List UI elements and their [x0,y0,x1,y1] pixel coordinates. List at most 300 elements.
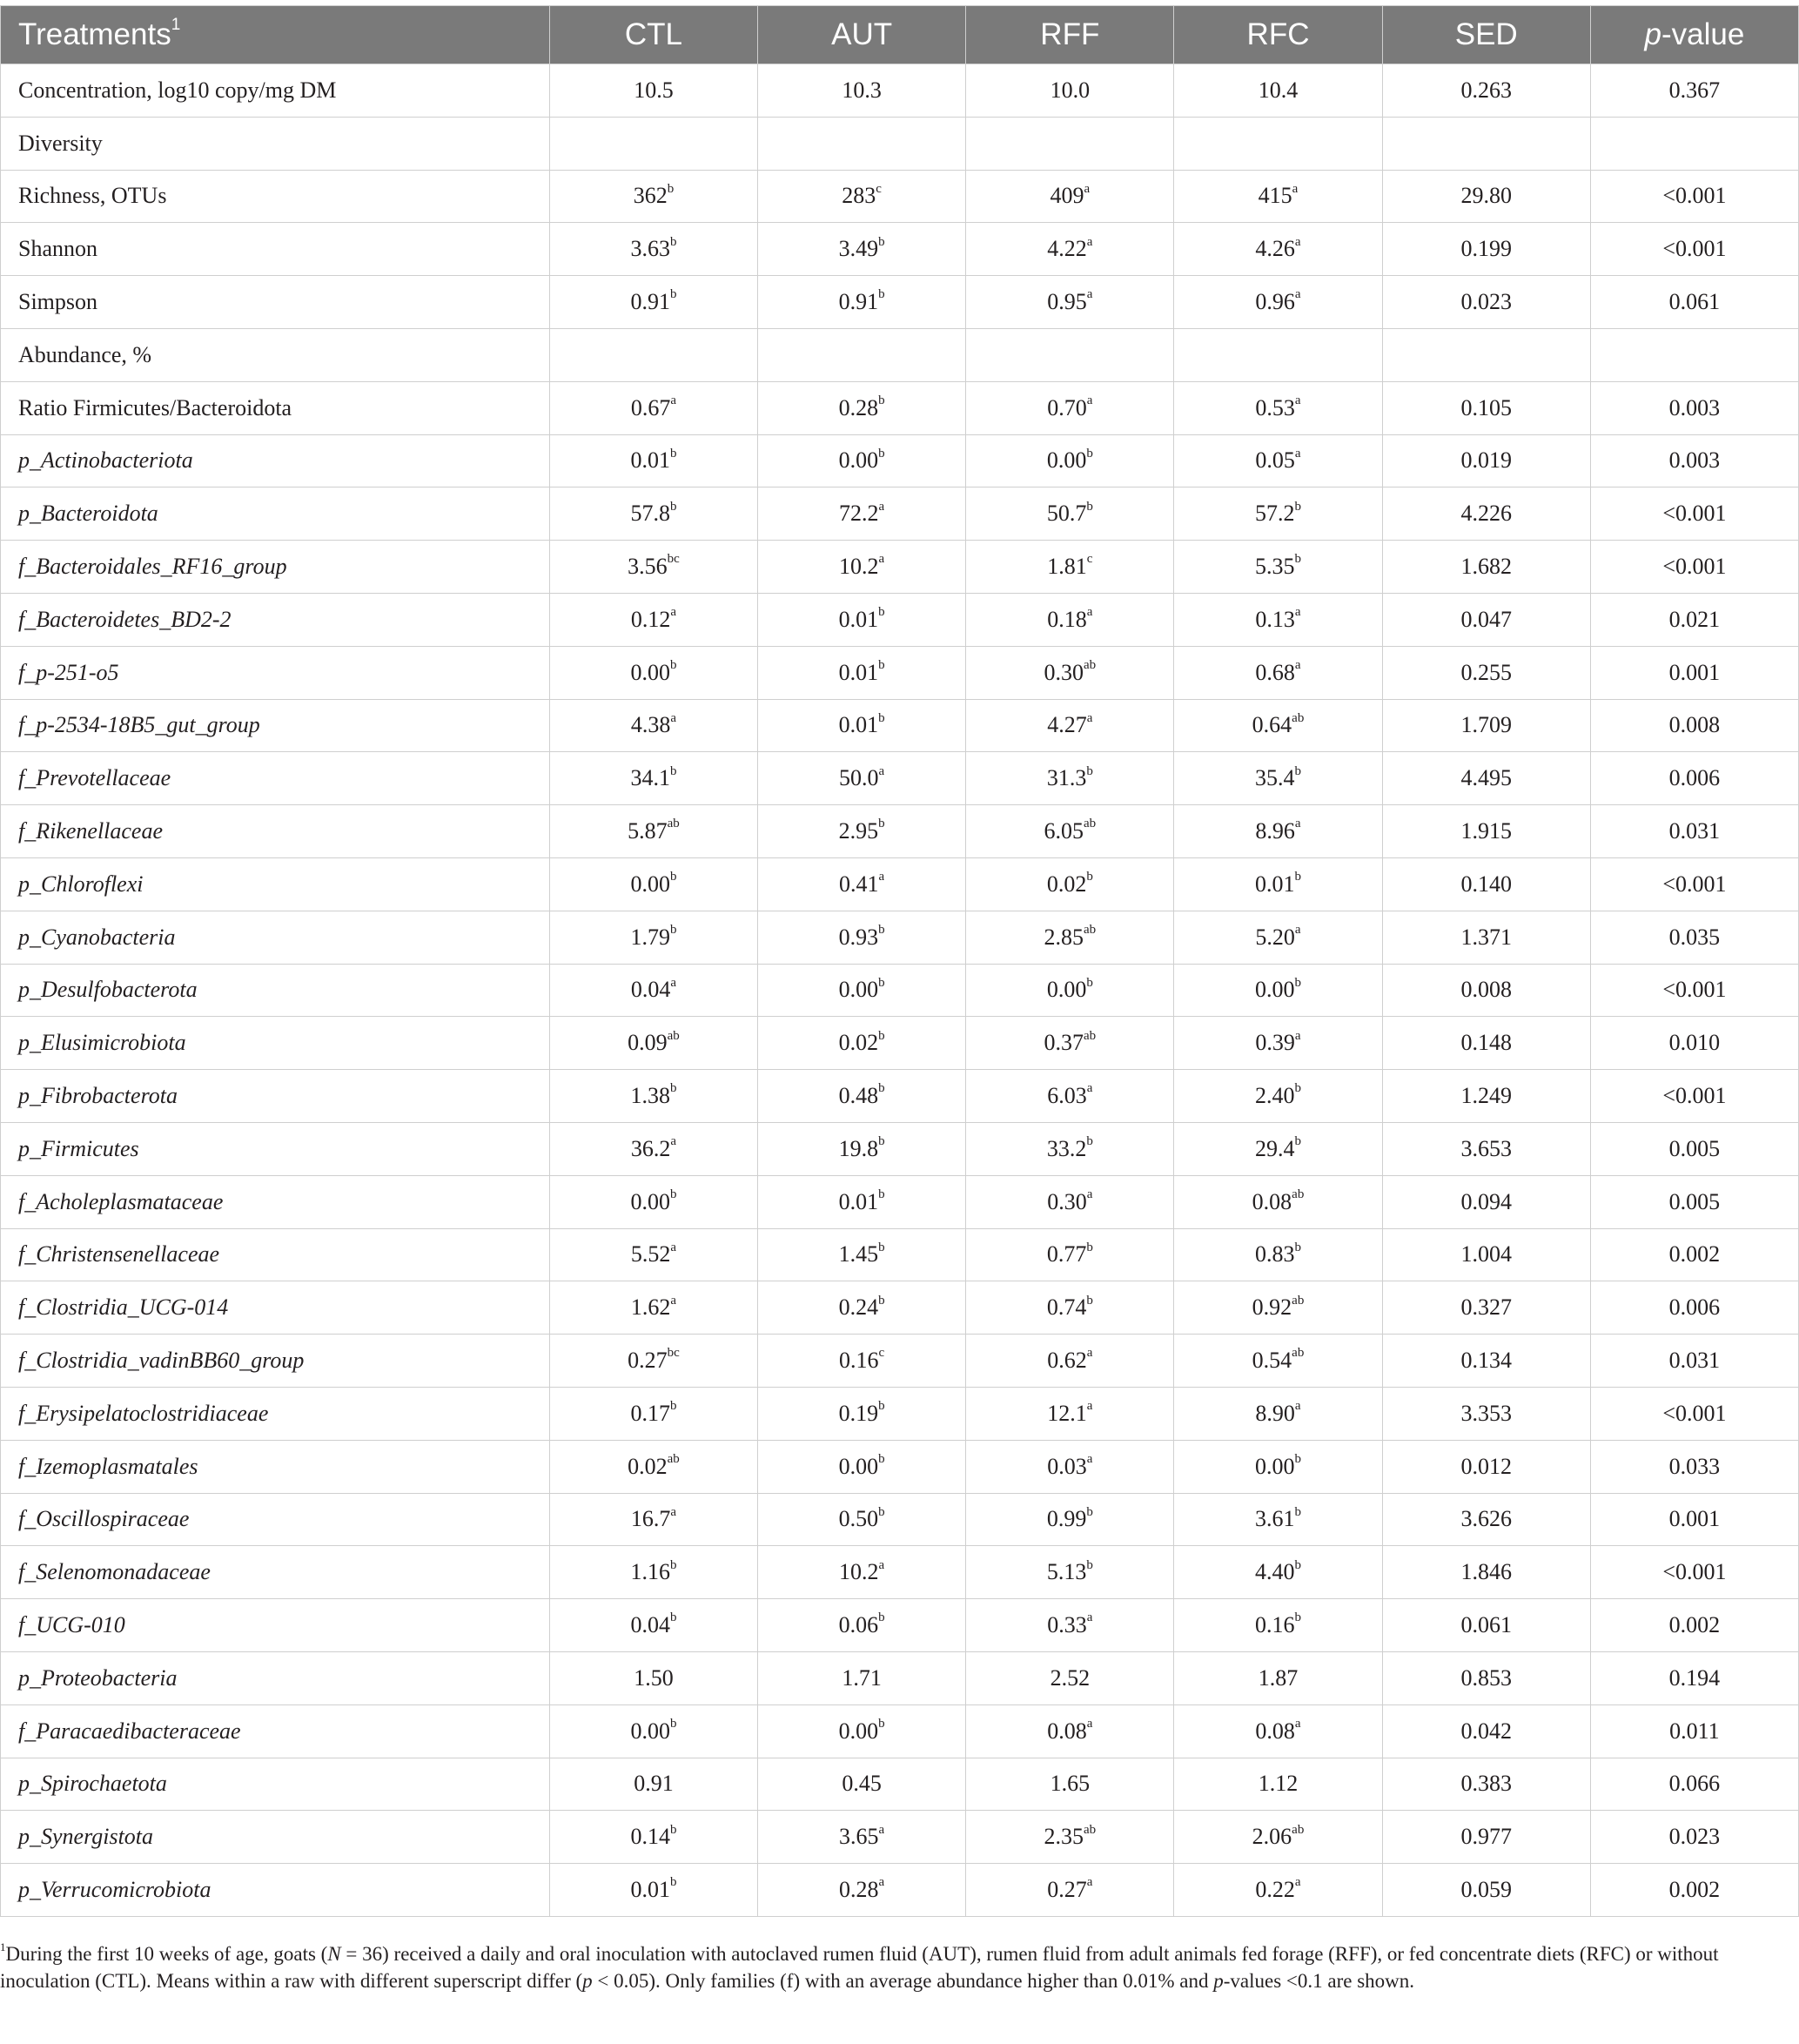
cell-rff [966,276,1174,329]
cell-ctl [549,1281,757,1335]
cell-sed: 3.353 [1382,1387,1590,1440]
cell-sed: 0.105 [1382,381,1590,434]
cell-value: 0.19 [838,1400,879,1426]
cell-value: 0.96 [1255,289,1295,315]
cell-ctl [549,117,757,170]
header-row [1,6,1799,64]
cell-value: 0.24 [838,1294,879,1321]
row-label: Abundance, % [1,328,550,381]
cell-ctl [549,1122,757,1175]
cell-value: 362 [633,183,668,209]
cell-value: 0.03 [1047,1453,1087,1479]
cell-rff [966,1175,1174,1228]
row-label: f_Izemoplasmatales [1,1440,550,1493]
cell-value: 1.16 [630,1559,670,1585]
table-row [1,64,1799,118]
cell-value: 0.14 [630,1824,670,1850]
cell-aut [758,1493,966,1546]
cell-rfc [1174,593,1382,646]
cell-value: 34.1 [630,765,670,791]
cell-superscript: b [1294,499,1302,514]
cell-superscript: b [1086,763,1093,778]
cell-value: 0.00 [838,1718,879,1744]
cell-ctl [549,1493,757,1546]
cell-pvalue: 0.006 [1590,752,1798,805]
cell-rfc [1174,434,1382,487]
cell-ctl [549,1758,757,1811]
cell-pvalue: 0.061 [1590,276,1798,329]
cell-value: 0.67 [630,394,671,420]
cell-superscript: a [670,605,677,620]
cell-superscript: b [669,1610,677,1625]
cell-rfc [1174,646,1382,699]
cell-rfc [1174,699,1382,752]
cell-superscript: a [878,499,885,514]
cell-rff [966,1281,1174,1335]
row-label: p_Cyanobacteria [1,911,550,964]
table-row [1,1017,1799,1070]
footnote-p2: p [1213,1970,1224,1992]
cell-rff [966,1546,1174,1599]
cell-superscript: a [1086,287,1093,302]
cell-aut [758,1228,966,1281]
cell-ctl [549,1335,757,1388]
cell-aut [758,1758,966,1811]
cell-superscript: b [669,287,677,302]
cell-pvalue: 0.033 [1590,1440,1798,1493]
row-label: Diversity [1,117,550,170]
row-label: f_Paracaedibacteraceae [1,1704,550,1758]
header-ctl: CTL [549,6,757,64]
row-label: f_Selenomonadaceae [1,1546,550,1599]
table-header [1,6,1799,64]
cell-superscript: b [1086,1557,1093,1572]
cell-superscript: b [669,1716,677,1731]
cell-rfc [1174,170,1382,223]
table-row [1,593,1799,646]
cell-value: 5.52 [630,1241,671,1267]
cell-aut [758,911,966,964]
cell-value: 0.18 [1047,606,1087,632]
cell-sed: 0.059 [1382,1864,1590,1917]
cell-value: 33.2 [1046,1135,1087,1161]
cell-sed: 0.012 [1382,1440,1590,1493]
cell-value: 409 [1050,183,1084,209]
cell-rff [966,328,1174,381]
cell-value: 0.83 [1255,1241,1295,1267]
cell-superscript: b [878,1134,885,1149]
cell-pvalue: <0.001 [1590,170,1798,223]
cell-superscript: b [878,605,885,620]
cell-value: 0.70 [1047,394,1087,420]
cell-value: 12.1 [1047,1400,1087,1426]
cell-superscript: b [669,1399,677,1414]
cell-aut [758,1281,966,1335]
cell-superscript: ab [1083,817,1097,831]
cell-value: 57.2 [1255,501,1295,527]
cell-ctl [549,1070,757,1123]
cell-rff [966,1493,1174,1546]
footnote-mark: 1 [0,1940,6,1954]
cell-superscript: b [1294,870,1302,884]
row-label: f_p-251-o5 [1,646,550,699]
cell-rfc [1174,487,1382,541]
cell-superscript: b [1294,1240,1302,1254]
cell-rfc [1174,857,1382,911]
cell-value: 1.38 [630,1083,670,1109]
cell-superscript: c [878,1346,885,1361]
cell-aut [758,541,966,594]
cell-rff [966,223,1174,276]
table-row [1,752,1799,805]
cell-superscript: b [1294,1451,1302,1466]
cell-ctl [549,1704,757,1758]
cell-superscript: a [1294,1875,1301,1890]
cell-superscript: a [878,1822,885,1837]
cell-value: 0.01 [838,712,879,738]
cell-value: 2.40 [1255,1083,1295,1109]
cell-rff [966,1228,1174,1281]
cell-rff [966,487,1174,541]
cell-superscript: b [669,1187,677,1201]
table-row [1,1758,1799,1811]
cell-rff [966,857,1174,911]
cell-value: 50.7 [1046,501,1087,527]
cell-ctl [549,1175,757,1228]
cell-ctl [549,857,757,911]
cell-rfc [1174,1651,1382,1704]
cell-aut [758,117,966,170]
cell-value: 0.33 [1047,1612,1087,1637]
cell-ctl [549,381,757,434]
cell-superscript: a [1294,287,1301,302]
cell-value: 1.81 [1047,554,1087,580]
cell-value: 2.95 [838,818,879,844]
cell-superscript: b [878,1028,885,1043]
table-row [1,276,1799,329]
cell-rfc [1174,1440,1382,1493]
cell-value: 1.50 [634,1664,674,1691]
cell-sed: 0.327 [1382,1281,1590,1335]
footnote-n: N [327,1943,341,1965]
cell-value: 0.00 [1255,1453,1295,1479]
row-label: f_Clostridia_UCG-014 [1,1281,550,1335]
cell-superscript: a [670,710,677,725]
row-label: f_Erysipelatoclostridiaceae [1,1387,550,1440]
cell-ctl [549,752,757,805]
cell-superscript: ab [667,817,680,831]
cell-superscript: a [1294,393,1301,408]
cell-value: 5.20 [1255,924,1295,950]
cell-superscript: a [1292,181,1299,196]
row-label: f_p-2534-18B5_gut_group [1,699,550,752]
cell-superscript: b [669,1557,677,1572]
cell-sed: 0.853 [1382,1651,1590,1704]
table-row [1,1281,1799,1335]
cell-superscript: a [1086,1399,1093,1414]
cell-value: 1.62 [630,1294,671,1321]
cell-aut [758,1175,966,1228]
cell-superscript: a [878,552,885,567]
table-row [1,1175,1799,1228]
cell-value: 0.00 [630,1718,670,1744]
cell-value: 6.05 [1044,818,1084,844]
cell-value: 0.64 [1252,712,1292,738]
cell-sed: 1.915 [1382,805,1590,858]
cell-value: 0.30 [1047,1188,1087,1214]
cell-aut [758,1599,966,1652]
cell-superscript: b [1294,763,1302,778]
cell-aut [758,593,966,646]
cell-value: 0.00 [1255,977,1295,1003]
cell-aut [758,964,966,1017]
cell-rfc [1174,1175,1382,1228]
cell-rff [966,593,1174,646]
table-row [1,1335,1799,1388]
cell-value: 0.01 [838,606,879,632]
cell-aut [758,1122,966,1175]
cell-value: 0.93 [838,924,879,950]
cell-ctl [549,1864,757,1917]
cell-superscript: a [670,975,677,990]
cell-value: 2.06 [1252,1824,1292,1850]
table-row [1,541,1799,594]
cell-superscript: ab [1292,1187,1305,1201]
row-label: f_Rikenellaceae [1,805,550,858]
cell-superscript: b [878,817,885,831]
cell-value: 0.00 [630,871,670,897]
cell-superscript: b [1294,1557,1302,1572]
cell-pvalue: 0.002 [1590,1864,1798,1917]
cell-value: 5.87 [628,818,668,844]
cell-aut [758,434,966,487]
cell-value: 0.99 [1046,1506,1087,1532]
cell-value: 10.4 [1258,77,1299,103]
cell-ctl [549,1599,757,1652]
cell-sed: 0.255 [1382,646,1590,699]
cell-sed: 1.371 [1382,911,1590,964]
cell-value: 0.00 [630,659,670,685]
cell-sed: 0.094 [1382,1175,1590,1228]
cell-superscript: b [878,1081,885,1096]
cell-pvalue: 0.035 [1590,911,1798,964]
cell-value: 0.01 [630,447,670,474]
cell-pvalue: <0.001 [1590,487,1798,541]
cell-aut [758,857,966,911]
cell-superscript: b [1294,1134,1302,1149]
cell-ctl [549,911,757,964]
cell-rfc [1174,1599,1382,1652]
cell-superscript: b [669,234,677,249]
cell-superscript: a [1294,234,1301,249]
cell-rff [966,1335,1174,1388]
cell-value: 35.4 [1255,765,1295,791]
cell-rfc [1174,1281,1382,1335]
cell-value: 0.37 [1044,1030,1084,1056]
header-aut: AUT [758,6,966,64]
cell-sed [1382,117,1590,170]
row-label: p_Bacteroidota [1,487,550,541]
cell-superscript: a [1086,393,1093,408]
cell-value: 0.00 [838,1453,879,1479]
cell-pvalue: <0.001 [1590,1546,1798,1599]
cell-value: 5.13 [1046,1559,1087,1585]
cell-value: 0.01 [630,1876,670,1902]
cell-value: 1.12 [1258,1771,1299,1797]
cell-superscript: a [878,1875,885,1890]
row-label: p_Proteobacteria [1,1651,550,1704]
table-row [1,1811,1799,1864]
cell-superscript: b [878,287,885,302]
cell-aut [758,752,966,805]
cell-ctl [549,541,757,594]
cell-pvalue: 0.194 [1590,1651,1798,1704]
table-row [1,1228,1799,1281]
cell-value: 0.50 [838,1506,879,1532]
cell-superscript: ab [667,1028,680,1043]
cell-pvalue: <0.001 [1590,857,1798,911]
cell-value: 10.0 [1050,77,1091,103]
cell-superscript: b [878,658,885,672]
cell-pvalue [1590,328,1798,381]
cell-value: 0.91 [838,289,879,315]
cell-rfc [1174,1122,1382,1175]
cell-aut [758,1335,966,1388]
cell-superscript: a [1294,446,1301,461]
cell-sed: 1.249 [1382,1070,1590,1123]
cell-superscript: c [1086,552,1093,567]
cell-rff [966,64,1174,118]
table-row [1,434,1799,487]
cell-ctl [549,64,757,118]
cell-value: 8.96 [1255,818,1295,844]
cell-superscript: a [1086,1610,1093,1625]
cell-rff [966,1758,1174,1811]
cell-ctl [549,434,757,487]
cell-sed: 0.148 [1382,1017,1590,1070]
cell-superscript: ab [1292,1293,1305,1308]
cell-value: 0.02 [1046,871,1087,897]
cell-rfc [1174,1704,1382,1758]
cell-value: 283 [842,183,876,209]
cell-pvalue: 0.021 [1590,593,1798,646]
row-label: f_Bacteroidetes_BD2-2 [1,593,550,646]
cell-ctl [549,593,757,646]
row-label: p_Spirochaetota [1,1758,550,1811]
table-row [1,964,1799,1017]
table-row [1,1493,1799,1546]
cell-rfc [1174,1758,1382,1811]
cell-pvalue: 0.011 [1590,1704,1798,1758]
cell-sed: 3.653 [1382,1122,1590,1175]
cell-ctl [549,1017,757,1070]
cell-superscript: b [878,393,885,408]
cell-rff [966,1387,1174,1440]
table-row [1,1387,1799,1440]
cell-sed: 4.495 [1382,752,1590,805]
cell-ctl [549,328,757,381]
cell-superscript: b [878,975,885,990]
cell-sed: 0.199 [1382,223,1590,276]
cell-superscript: bc [667,552,680,567]
cell-sed: 0.977 [1382,1811,1590,1864]
cell-superscript: b [1294,552,1302,567]
cell-rfc [1174,1335,1382,1388]
row-label: p_Desulfobacterota [1,964,550,1017]
cell-superscript: b [878,1399,885,1414]
cell-value: 0.06 [838,1612,879,1637]
cell-pvalue: <0.001 [1590,223,1798,276]
cell-rff [966,541,1174,594]
cell-superscript: a [1086,1346,1093,1361]
cell-aut [758,170,966,223]
cell-rfc [1174,276,1382,329]
row-label: p_Fibrobacterota [1,1070,550,1123]
cell-ctl [549,646,757,699]
cell-value: 0.00 [630,1188,670,1214]
table-row [1,170,1799,223]
cell-superscript: b [878,1451,885,1466]
cell-superscript: b [878,1240,885,1254]
table-row [1,646,1799,699]
cell-rff [966,1017,1174,1070]
cell-value: 2.35 [1044,1824,1084,1850]
cell-value: 3.65 [839,1824,879,1850]
table-row [1,805,1799,858]
cell-value: 0.74 [1046,1294,1087,1321]
header-rff: RFF [966,6,1174,64]
table-row [1,487,1799,541]
table-row [1,1864,1799,1917]
cell-superscript: b [1086,446,1093,461]
cell-sed: 0.134 [1382,1335,1590,1388]
cell-value: 29.4 [1255,1135,1295,1161]
cell-superscript: b [878,1716,885,1731]
cell-value: 3.63 [630,236,670,262]
cell-superscript: b [1294,1610,1302,1625]
cell-superscript: b [878,710,885,725]
cell-superscript: a [670,1134,677,1149]
cell-value: 0.27 [1047,1876,1087,1902]
row-label: Ratio Firmicutes/Bacteroidota [1,381,550,434]
cell-value: 0.16 [1255,1612,1295,1637]
cell-rfc [1174,223,1382,276]
row-label: Concentration, log10 copy/mg DM [1,64,550,118]
table-row [1,1122,1799,1175]
cell-value: 0.12 [630,606,671,632]
cell-value: 0.92 [1252,1294,1292,1321]
cell-rfc [1174,1387,1382,1440]
table-row [1,699,1799,752]
cell-superscript: a [1294,1716,1301,1731]
cell-value: 16.7 [630,1506,671,1532]
cell-rff [966,1704,1174,1758]
cell-pvalue: 0.010 [1590,1017,1798,1070]
table-row [1,223,1799,276]
header-pvalue-p: p [1644,17,1661,51]
cell-superscript: b [669,1081,677,1096]
cell-ctl [549,223,757,276]
cell-aut [758,1017,966,1070]
cell-value: 0.22 [1255,1876,1295,1902]
cell-sed: 4.226 [1382,487,1590,541]
cell-value: 4.26 [1255,236,1295,262]
cell-superscript: a [1086,710,1093,725]
row-label: f_UCG-010 [1,1599,550,1652]
cell-superscript: b [1086,1134,1093,1149]
cell-rfc [1174,1546,1382,1599]
cell-superscript: a [1294,605,1301,620]
